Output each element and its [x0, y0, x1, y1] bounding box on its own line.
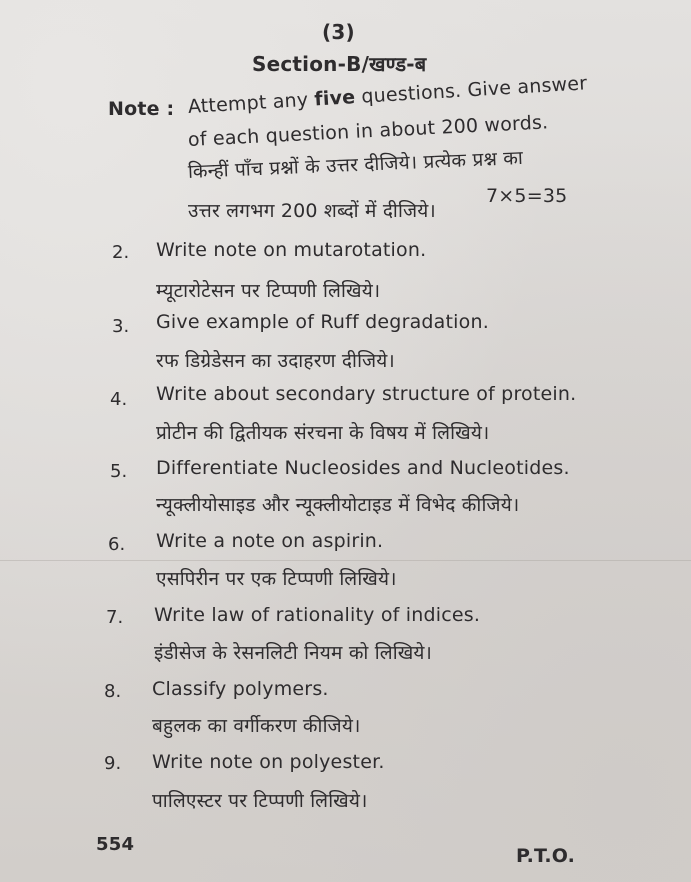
paper-fold: [0, 560, 691, 561]
question-number: 5.: [110, 461, 128, 482]
question-number: 2.: [112, 242, 130, 263]
question-hindi: रफ डिग्रेडेसन का उदाहरण दीजिये।: [156, 350, 395, 372]
question-number: 4.: [110, 389, 128, 410]
question-hindi: प्रोटीन की द्वितीयक संरचना के विषय में लिखिये।: [156, 422, 490, 444]
note-line-1: [187, 74, 587, 117]
question-number: 3.: [112, 316, 130, 337]
note-line-1-bold: five: [313, 86, 356, 111]
question-number: 8.: [104, 681, 122, 702]
question-hindi: पालिएस्टर पर टिप्पणी लिखिये।: [152, 790, 368, 812]
note-hindi-line-2: उत्तर लगभग 200 शब्दों में दीजिये।: [188, 200, 436, 222]
paper-code: 554: [96, 834, 135, 855]
pto-label: P.T.O.: [516, 845, 576, 867]
note-marks: 7×5=35: [486, 185, 568, 207]
question-number: 6.: [108, 534, 126, 555]
question-hindi: इंडीसेज के रेसनलिटी नियम को लिखिये।: [154, 642, 433, 664]
question-english: Give example of Ruff degradation.: [156, 311, 489, 333]
question-english: Write a note on aspirin.: [156, 530, 384, 552]
question-hindi: एसपिरीन पर एक टिप्पणी लिखिये।: [156, 568, 397, 590]
question-hindi: बहुलक का वर्गीकरण कीजिये।: [152, 715, 361, 737]
note-hindi-line-1: किन्हीं पाँच प्रश्नों के उत्तर दीजिये। प्रत्येक प्रश्न का: [187, 146, 524, 183]
question-number: 9.: [104, 753, 122, 774]
question-english: Differentiate Nucleosides and Nucleotides.: [156, 457, 570, 479]
question-hindi: न्यूक्लीयोसाइड और न्यूक्लीयोटाइड में विभेद कीजिये।: [156, 494, 520, 516]
question-english: Write note on mutarotation.: [156, 239, 427, 261]
note-line-2: of each question in about 200 words.: [187, 111, 549, 151]
note-line-1-prefix: Attempt any: [187, 88, 316, 118]
question-english: Write law of rationality of indices.: [154, 604, 481, 626]
question-number: 7.: [106, 607, 124, 628]
note-label: Note :: [108, 98, 175, 120]
question-hindi: म्यूटारोटेसन पर टिप्पणी लिखिये।: [156, 280, 381, 302]
section-title: Section-B/खण्ड-ब: [252, 52, 427, 76]
question-english: Classify polymers.: [152, 678, 329, 700]
note-line-1-suffix: questions. Give answer: [354, 72, 588, 109]
question-english: Write note on polyester.: [152, 751, 385, 773]
page-number: (3): [322, 20, 355, 44]
question-english: Write about secondary structure of protein.: [156, 383, 577, 405]
